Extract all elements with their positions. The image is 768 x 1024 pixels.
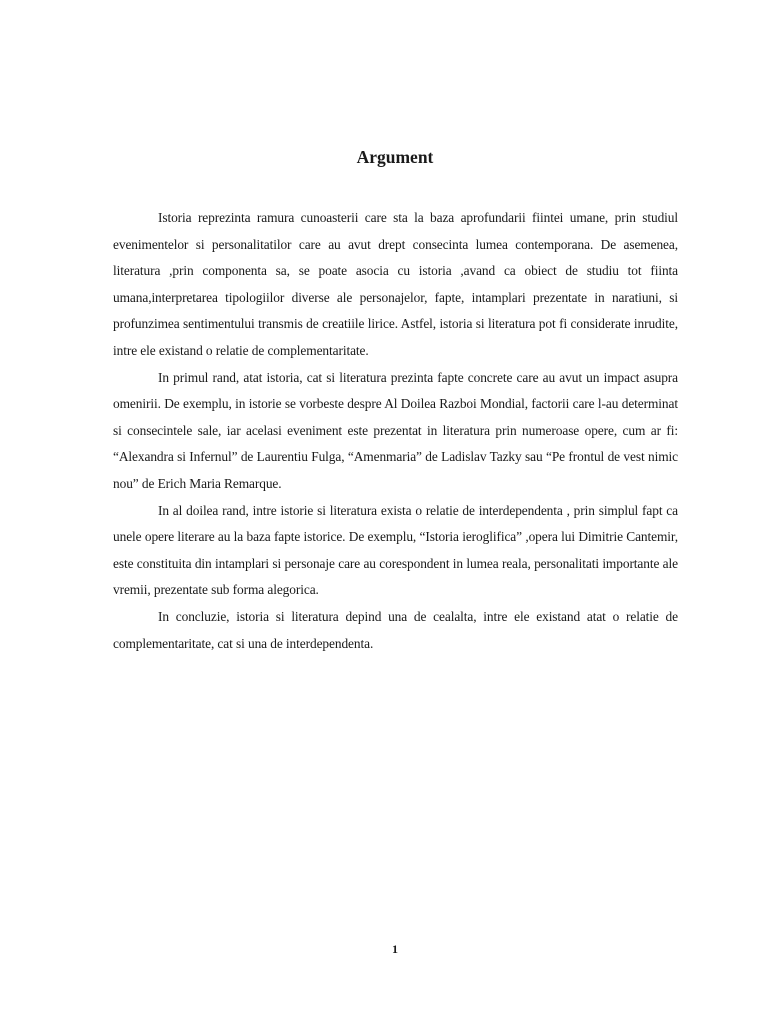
page-title: Argument (356, 147, 434, 167)
page-number: 1 (392, 942, 398, 956)
paragraph-intro: Istoria reprezinta ramura cunoasterii care sta la baza aprofundarii fiintei umane, prin studiul evenimentelor si personalitatilor care au avut drept consecinta lumea contemporana. De asemenea, literatura ,prin componenta sa, se poate asocia cu istoria ,avand ca obiect de studiu tot fiinta umana,interpretarea tipologiilor diverse ale personajelor, fapte, intamplari prezentate in naratiuni, si profunzimea sentimentului transmis de creatiile lirice. Astfel, istoria si literatura pot fi considerate inrudite, intre ele existand o relatie de complementaritate. (113, 210, 678, 358)
paragraph-first-point: In primul rand, atat istoria, cat si literatura prezinta fapte concrete care au avut un impact asupra omenirii. De exemplu, in istorie se vorbeste despre Al Doilea Razboi Mondial, factorii care l-au determinat si consecintele sale, iar acelasi eveniment este prezentat in literatura prin numeroase opere, cum ar fi: “Alexandra si Infernul” de Laurentiu Fulga, “Amenmaria” de Ladislav Tazky sau “Pe frontul de vest nimic nou” de Erich Maria Remarque. (113, 369, 678, 491)
body-text (113, 205, 678, 657)
paragraph-conclusion: In concluzie, istoria si literatura depind una de cealalta, intre ele existand atat o relatie de complementaritate, cat si una de interdependenta. (113, 608, 678, 651)
paragraph-second-point: In al doilea rand, intre istorie si literatura exista o relatie de interdependenta , prin simplul fapt ca unele opere literare au la baza fapte istorice. De exemplu, “Istoria ieroglifica” ,opera lui Dimitrie Cantemir, este constituita din intamplari si personaje care au corespondent in lumea reala, personalitati importante ale vremii, prezentate sub forma alegorica. (113, 502, 678, 598)
